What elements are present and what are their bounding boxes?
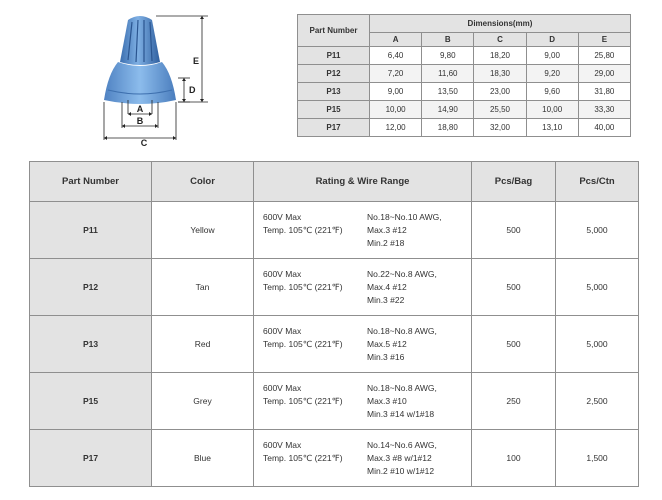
dimension-label-d: D — [189, 85, 196, 95]
dim-value: 25,50 — [474, 101, 526, 119]
dim-value: 9,20 — [526, 65, 578, 83]
dim-value: 32,00 — [474, 119, 526, 137]
dim-row — [298, 47, 631, 65]
rating-cell — [254, 259, 472, 316]
dim-col-e: E — [578, 33, 630, 47]
dim-value: 13,10 — [526, 119, 578, 137]
dimension-label-a: A — [136, 104, 144, 114]
dim-value: 40,00 — [578, 119, 630, 137]
dim-header-part-number: Part Number — [298, 15, 370, 47]
dim-value: 11,60 — [422, 65, 474, 83]
dim-value: 10,00 — [526, 101, 578, 119]
voltage-rating: 600V Max — [263, 382, 302, 393]
dim-value: 9,00 — [370, 83, 422, 101]
wire-max: Max.3 #12 — [367, 224, 407, 235]
color-cell: Grey — [152, 373, 254, 430]
dim-value: 12,00 — [370, 119, 422, 137]
pcs-ctn-cell: 5,000 — [556, 259, 639, 316]
wire-range: No.18~No.10 AWG, — [367, 211, 442, 222]
temperature-rating: Temp. 105℃ (221℉) — [263, 338, 343, 349]
dim-value: 7,20 — [370, 65, 422, 83]
voltage-rating: 600V Max — [263, 325, 302, 336]
dim-part: P12 — [298, 65, 370, 83]
pcs-bag-cell: 100 — [472, 430, 556, 487]
part-number-cell: P17 — [30, 430, 152, 487]
wire-min: Min.2 #18 — [367, 237, 405, 248]
pcs-bag-cell: 500 — [472, 202, 556, 259]
wire-max: Max.3 #8 w/1#12 — [367, 452, 432, 463]
dim-value: 9,80 — [422, 47, 474, 65]
dimension-label-b: B — [136, 116, 144, 126]
dim-part: P17 — [298, 119, 370, 137]
dim-value: 18,20 — [474, 47, 526, 65]
pcs-bag-cell: 500 — [472, 259, 556, 316]
dim-row — [298, 65, 631, 83]
dim-value: 31,80 — [578, 83, 630, 101]
part-number-cell: P11 — [30, 202, 152, 259]
wire-max: Max.4 #12 — [367, 281, 407, 292]
wire-min: Min.3 #22 — [367, 294, 405, 305]
dim-col-d: D — [526, 33, 578, 47]
dim-value: 23,00 — [474, 83, 526, 101]
connector-skirt — [104, 62, 176, 104]
part-number-cell: P15 — [30, 373, 152, 430]
pcs-bag-cell: 250 — [472, 373, 556, 430]
rating-cell — [254, 430, 472, 487]
dim-value: 10,00 — [370, 101, 422, 119]
connector-cap — [120, 16, 160, 65]
dim-part: P13 — [298, 83, 370, 101]
voltage-rating: 600V Max — [263, 211, 302, 222]
wire-max: Max.3 #10 — [367, 395, 407, 406]
dim-value: 33,30 — [578, 101, 630, 119]
header-color: Color — [152, 162, 254, 202]
wire-max: Max.5 #12 — [367, 338, 407, 349]
dim-row — [298, 83, 631, 101]
pcs-ctn-cell: 5,000 — [556, 316, 639, 373]
dim-col-b: B — [422, 33, 474, 47]
wire-range: No.22~No.8 AWG, — [367, 268, 437, 279]
dimensions-table — [297, 14, 631, 137]
table-row — [30, 373, 639, 430]
part-number-cell: P12 — [30, 259, 152, 316]
wire-min: Min.3 #16 — [367, 351, 405, 362]
color-cell: Blue — [152, 430, 254, 487]
voltage-rating: 600V Max — [263, 268, 302, 279]
dim-value: 18,30 — [474, 65, 526, 83]
dim-value: 14,90 — [422, 101, 474, 119]
dim-row — [298, 119, 631, 137]
dim-value: 29,00 — [578, 65, 630, 83]
rating-cell — [254, 202, 472, 259]
table-row — [30, 316, 639, 373]
dim-value: 25,80 — [578, 47, 630, 65]
color-cell: Yellow — [152, 202, 254, 259]
color-cell: Tan — [152, 259, 254, 316]
wire-range: No.14~No.6 AWG, — [367, 439, 437, 450]
rating-cell — [254, 316, 472, 373]
table-row — [30, 259, 639, 316]
pcs-ctn-cell: 1,500 — [556, 430, 639, 487]
dim-col-a: A — [370, 33, 422, 47]
pcs-ctn-cell: 2,500 — [556, 373, 639, 430]
specification-table — [29, 161, 639, 487]
dim-col-c: C — [474, 33, 526, 47]
wire-connector-diagram — [96, 10, 228, 148]
header-pcs-ctn: Pcs/Ctn — [556, 162, 639, 202]
dim-value: 9,00 — [526, 47, 578, 65]
dim-value: 6,40 — [370, 47, 422, 65]
dim-value: 18,80 — [422, 119, 474, 137]
dimension-label-e: E — [193, 56, 200, 66]
table-row — [30, 202, 639, 259]
temperature-rating: Temp. 105℃ (221℉) — [263, 452, 343, 463]
temperature-rating: Temp. 105℃ (221℉) — [263, 224, 343, 235]
header-pcs-bag: Pcs/Bag — [472, 162, 556, 202]
dim-part: P15 — [298, 101, 370, 119]
temperature-rating: Temp. 105℃ (221℉) — [263, 281, 343, 292]
wire-min: Min.2 #10 w/1#12 — [367, 465, 435, 476]
wire-min: Min.3 #14 w/1#18 — [367, 408, 435, 419]
dim-value: 9,60 — [526, 83, 578, 101]
dim-row — [298, 101, 631, 119]
dim-value: 13,50 — [422, 83, 474, 101]
dim-header-dimensions: Dimensions(mm) — [370, 15, 631, 33]
dimension-label-c: C — [140, 138, 148, 148]
wire-range: No.18~No.8 AWG, — [367, 325, 437, 336]
voltage-rating: 600V Max — [263, 439, 302, 450]
table-row — [30, 430, 639, 487]
color-cell: Red — [152, 316, 254, 373]
temperature-rating: Temp. 105℃ (221℉) — [263, 395, 343, 406]
header-rating-wire-range: Rating & Wire Range — [254, 162, 472, 202]
pcs-bag-cell: 500 — [472, 316, 556, 373]
rating-cell — [254, 373, 472, 430]
pcs-ctn-cell: 5,000 — [556, 202, 639, 259]
wire-range: No.18~No.8 AWG, — [367, 382, 437, 393]
header-part-number: Part Number — [30, 162, 152, 202]
dim-part: P11 — [298, 47, 370, 65]
part-number-cell: P13 — [30, 316, 152, 373]
